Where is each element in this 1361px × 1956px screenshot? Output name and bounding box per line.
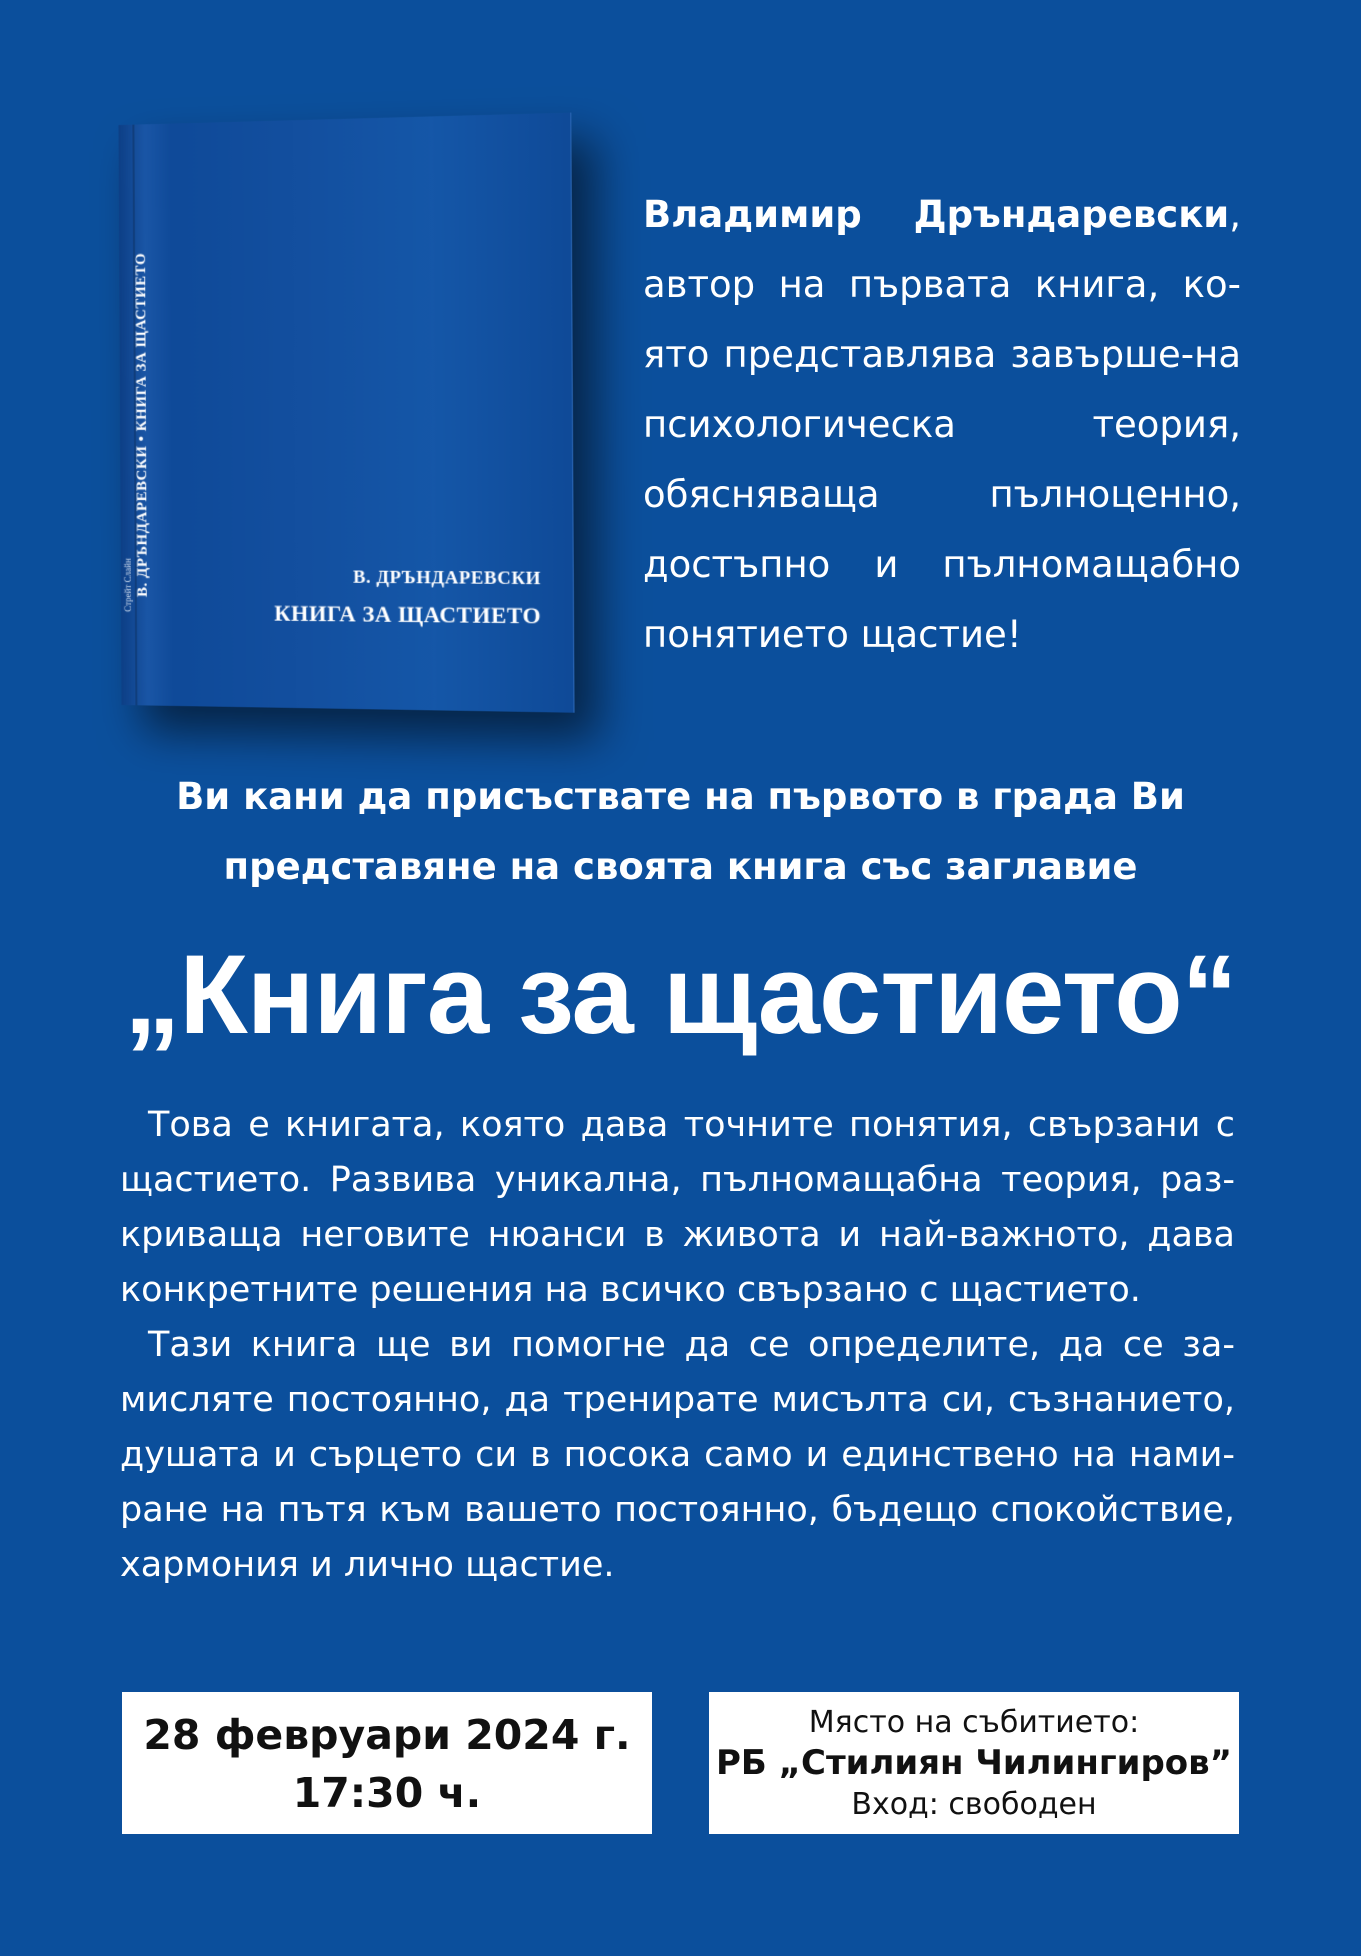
book-cover-author: В. ДРЪНДАРЕВСКИ (353, 566, 541, 589)
event-place-label: Място на събитието: (808, 1705, 1140, 1740)
book-spine-text: В. ДРЪНДАРЕВСКИ • КНИГА ЗА ЩАСТИЕТО (133, 252, 151, 598)
event-time: 17:30 ч. (292, 1769, 482, 1817)
event-venue: РБ „Стилиян Чилингиров” (715, 1743, 1233, 1783)
description-paragraph-2: Тази книга ще ви помогне да се определите, да се за-мисляте постоянно, да тренирате мисълта си, съзнанието, душата и сърцето си в посока само и единствено на нами-ране на пътя към вашето постоянно, бъдещо спокойствие, хармония и лично щастие. (120, 1325, 1235, 1585)
author-name: Владимир Дръндаревски (643, 193, 1230, 236)
intro-paragraph (643, 180, 1241, 670)
book-cover-title: КНИГА ЗА ЩАСТИЕТО (274, 600, 542, 629)
invitation-line-2: представяне на своята книга със заглавие (223, 845, 1138, 888)
event-date: 28 февруари 2024 г. (143, 1711, 631, 1759)
invitation-line-1: Ви кани да присъствате на първото в града Ви (176, 775, 1185, 818)
event-place-box (709, 1692, 1239, 1834)
book-title-heading: „Книга за щастието“ (124, 932, 1237, 1057)
book-cover (118, 113, 573, 713)
intro-text: , автор на първата книга, ко-ято представлява завърше-на психологическа теория, обясняваща пълноценно, достъпно и пълномащабно понятието щастие! (643, 193, 1241, 656)
event-date-box (122, 1692, 652, 1834)
book-publisher-logo: Стрейт Слайн (122, 558, 133, 612)
description-paragraph-1: Това е книгата, която дава точните понятия, свързани с щастието. Развива уникална, пълномащабна теория, раз-криваща неговите нюанси в живота и най-важното, дава конкретните решения на всичко свързано с щастието. (120, 1105, 1235, 1310)
book-front (118, 113, 574, 713)
event-entry: Вход: свободен (851, 1787, 1097, 1822)
book-description (120, 1098, 1235, 1593)
invitation-text (60, 762, 1301, 902)
